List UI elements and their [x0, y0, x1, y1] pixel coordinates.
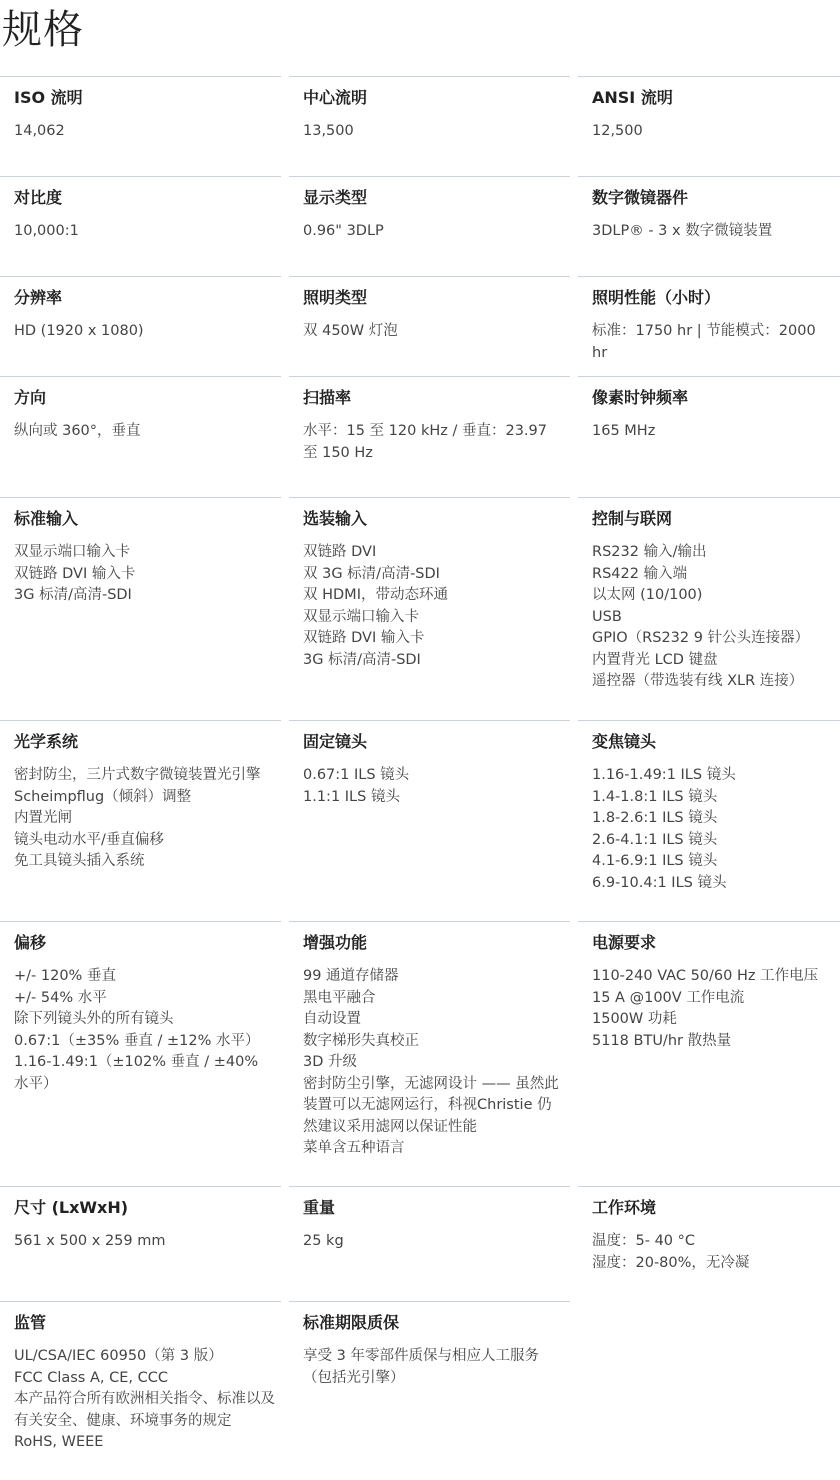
- spec-cell: [578, 720, 840, 894]
- spec-title: 增强功能: [303, 933, 368, 952]
- spec-value-line: 2.6-4.1:1 ILS 镜头: [592, 831, 718, 848]
- spec-value-line: 内置背光 LCD 键盘: [592, 651, 718, 668]
- spec-value: [592, 421, 834, 443]
- spec-cell: [578, 1186, 840, 1274]
- spec-value: [592, 221, 834, 243]
- spec-cell: [0, 176, 281, 243]
- spec-value-line: 以太网 (10/100): [592, 587, 703, 603]
- spec-cell: [578, 176, 840, 243]
- spec-value-line: 3DLP® - 3 x 数字微镜装置: [592, 223, 773, 239]
- spec-value: [303, 421, 564, 464]
- spec-value: [303, 1231, 564, 1253]
- spec-value: [592, 121, 834, 143]
- spec-value: [303, 542, 564, 671]
- spec-title: 尺寸 (LxWxH): [14, 1198, 129, 1217]
- spec-cell: [578, 76, 840, 143]
- spec-cell: [0, 76, 281, 143]
- spec-title: 电源要求: [592, 933, 657, 952]
- spec-value-line: 除下列镜头外的所有镜头: [14, 1011, 174, 1027]
- spec-title: ISO 流明: [14, 88, 83, 107]
- spec-cell: [0, 376, 281, 443]
- spec-value-line: 双 3G 标清/高清-SDI: [303, 565, 440, 582]
- spec-value: [592, 321, 834, 364]
- spec-cell: [578, 276, 840, 364]
- spec-value: [14, 121, 275, 143]
- spec-value-line: 110-240 VAC 50/60 Hz 工作电压: [592, 968, 819, 984]
- spec-title: 方向: [14, 388, 47, 407]
- spec-value-line: 99 通道存储器: [303, 968, 399, 984]
- spec-title: 选装输入: [303, 509, 368, 528]
- spec-value-line: 湿度：20-80%，无冷凝: [592, 1254, 750, 1271]
- spec-title: 固定镜头: [303, 732, 368, 751]
- spec-cell: [0, 497, 281, 607]
- spec-title: 工作环境: [592, 1198, 657, 1217]
- spec-value-line: GPIO（RS232 9 针公头连接器）: [592, 630, 810, 646]
- spec-title: 变焦镜头: [592, 732, 657, 751]
- spec-value-line: 密封防尘，三片式数字微镜装置光引擎: [14, 767, 261, 783]
- spec-value-line: +/- 120% 垂直: [14, 968, 116, 984]
- spec-value-line: 双链路 DVI: [303, 544, 377, 560]
- spec-value-line: 双 450W 灯泡: [303, 323, 398, 339]
- spec-cell: [578, 497, 840, 693]
- spec-title: 标准输入: [14, 509, 79, 528]
- spec-value: [303, 765, 564, 808]
- spec-cell: [0, 276, 281, 343]
- spec-cell: [0, 720, 281, 873]
- spec-value-line: 3G 标清/高清-SDI: [14, 587, 132, 603]
- spec-title: 光学系统: [14, 732, 79, 751]
- spec-value-line: 享受 3 年零部件质保与相应人工服务（包括光引擎）: [303, 1348, 539, 1386]
- spec-value-line: 自动设置: [303, 1011, 361, 1027]
- spec-value-line: 免工具镜头插入系统: [14, 853, 145, 869]
- spec-value-line: 密封防尘引擎，无滤网设计 —— 虽然此装置可以无滤网运行，科视Christie 仍然建议采用滤网以保证性能: [303, 1075, 559, 1135]
- spec-title: 偏移: [14, 933, 47, 952]
- spec-cell: [0, 921, 281, 1095]
- spec-cell: [289, 276, 570, 343]
- spec-value: [303, 321, 564, 343]
- spec-value: [592, 765, 834, 894]
- spec-value: [14, 1346, 275, 1454]
- spec-value-line: 561 x 500 x 259 mm: [14, 1233, 166, 1249]
- spec-value-line: 双链路 DVI 输入卡: [14, 565, 136, 582]
- spec-cell: [289, 176, 570, 243]
- spec-value-line: RS232 输入/输出: [592, 544, 707, 560]
- spec-value-line: 0.67:1（±35% 垂直 / ±12% 水平）: [14, 1032, 260, 1049]
- spec-value-line: 6.9-10.4:1 ILS 镜头: [592, 874, 727, 891]
- spec-value: [14, 966, 275, 1095]
- spec-value: [303, 221, 564, 243]
- spec-value-line: HD (1920 x 1080): [14, 323, 144, 339]
- spec-value: [14, 542, 275, 607]
- spec-title: 显示类型: [303, 188, 368, 207]
- spec-value-line: 10,000:1: [14, 223, 79, 239]
- spec-value-line: 1.8-2.6:1 ILS 镜头: [592, 810, 718, 826]
- spec-value-line: 双链路 DVI 输入卡: [303, 630, 425, 646]
- spec-value: [14, 321, 275, 343]
- spec-title: 像素时钟频率: [592, 388, 689, 407]
- spec-value-line: 水平：15 至 120 kHz / 垂直：23.97 至 150 Hz: [303, 423, 547, 461]
- spec-title: 照明类型: [303, 288, 368, 307]
- spec-value-line: 5118 BTU/hr 散热量: [592, 1032, 732, 1049]
- spec-value-line: 0.67:1 ILS 镜头: [303, 767, 410, 783]
- spec-value-line: 标准：1750 hr | 节能模式：2000 hr: [592, 323, 816, 361]
- page-title: 规格: [2, 7, 84, 53]
- spec-value-line: USB: [592, 608, 622, 625]
- spec-value-line: 165 MHz: [592, 423, 656, 439]
- spec-value-line: 1.1:1 ILS 镜头: [303, 788, 400, 805]
- spec-title: 照明性能（小时）: [592, 288, 721, 307]
- spec-cell: [289, 76, 570, 143]
- spec-value-line: 双 HDMI，带动态环通: [303, 587, 448, 603]
- spec-value-line: 内置光闸: [14, 810, 72, 826]
- spec-value-line: 数字梯形失真校正: [303, 1032, 419, 1049]
- spec-value: [592, 542, 834, 693]
- spec-cell: [289, 376, 570, 464]
- spec-value: [14, 421, 275, 443]
- spec-value-line: 3D 升级: [303, 1054, 357, 1070]
- spec-value-line: 双显示端口输入卡: [14, 544, 130, 560]
- spec-value: [592, 1231, 834, 1274]
- spec-cell: [289, 497, 570, 671]
- spec-value-line: 本产品符合所有欧洲相关指令、标准以及有关安全、健康、环境事务的规定: [14, 1391, 275, 1429]
- spec-title: 监管: [14, 1313, 47, 1332]
- spec-value-line: Scheimpflug（倾斜）调整: [14, 788, 192, 805]
- spec-title: 扫描率: [303, 388, 352, 407]
- spec-value-line: 菜单含五种语言: [303, 1140, 405, 1156]
- spec-value-line: 14,062: [14, 123, 65, 139]
- spec-value-line: 双显示端口输入卡: [303, 608, 419, 625]
- spec-value-line: 1.16-1.49:1（±102% 垂直 / ±40% 水平）: [14, 1054, 259, 1092]
- spec-title: 标准期限质保: [303, 1313, 400, 1332]
- spec-title: 对比度: [14, 188, 63, 207]
- spec-title: 控制与联网: [592, 509, 673, 528]
- spec-value-line: 黑电平融合: [303, 989, 376, 1006]
- spec-cell: [0, 1186, 281, 1253]
- spec-title: ANSI 流明: [592, 88, 673, 107]
- spec-value-line: 镜头电动水平/垂直偏移: [14, 831, 164, 848]
- spec-value-line: 温度：5- 40 °C: [592, 1233, 696, 1249]
- spec-value-line: UL/CSA/IEC 60950（第 3 版）: [14, 1348, 223, 1364]
- spec-title: 数字微镜器件: [592, 188, 689, 207]
- spec-value-line: 4.1-6.9:1 ILS 镜头: [592, 853, 718, 869]
- spec-value: [303, 121, 564, 143]
- spec-cell: [289, 720, 570, 808]
- spec-value-line: 纵向或 360°，垂直: [14, 423, 141, 439]
- spec-value: [14, 765, 275, 873]
- spec-title: 重量: [303, 1198, 336, 1217]
- spec-value: [14, 221, 275, 243]
- spec-value: [14, 1231, 275, 1253]
- spec-value-line: +/- 54% 水平: [14, 989, 107, 1006]
- spec-cell: [289, 1301, 570, 1389]
- spec-title: 分辨率: [14, 288, 63, 307]
- spec-cell: [0, 1301, 281, 1454]
- spec-cell: [578, 921, 840, 1052]
- spec-value-line: RoHS, WEEE: [14, 1434, 104, 1450]
- spec-value-line: 1.4-1.8:1 ILS 镜头: [592, 788, 718, 805]
- spec-cell: [289, 1186, 570, 1253]
- spec-value-line: 13,500: [303, 123, 354, 139]
- spec-title: 中心流明: [303, 88, 368, 107]
- spec-value: [303, 966, 564, 1160]
- spec-value: [303, 1346, 564, 1389]
- spec-cell: [289, 921, 570, 1160]
- spec-value-line: FCC Class A, CE, CCC: [14, 1369, 168, 1386]
- spec-value: [592, 966, 834, 1052]
- spec-value-line: 遥控器（带选装有线 XLR 连接）: [592, 673, 804, 689]
- spec-value-line: 1500W 功耗: [592, 1011, 677, 1027]
- spec-value-line: 1.16-1.49:1 ILS 镜头: [592, 767, 736, 783]
- spec-value-line: RS422 输入端: [592, 565, 688, 582]
- spec-value-line: 25 kg: [303, 1233, 344, 1249]
- spec-cell: [578, 376, 840, 443]
- spec-value-line: 15 A @100V 工作电流: [592, 989, 745, 1006]
- spec-value-line: 3G 标清/高清-SDI: [303, 651, 421, 668]
- spec-value-line: 0.96" 3DLP: [303, 223, 384, 239]
- spec-value-line: 12,500: [592, 123, 643, 139]
